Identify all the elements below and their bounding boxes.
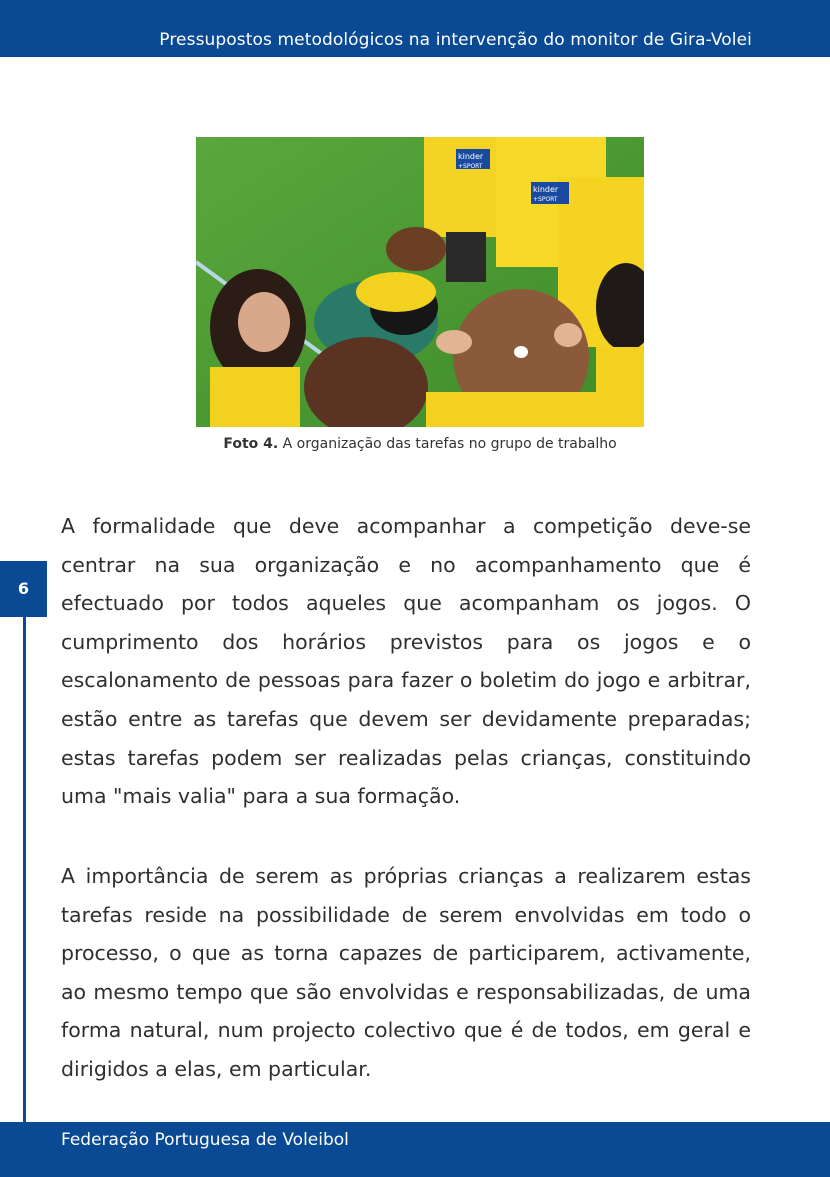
shirt-logo-2 — [531, 182, 569, 204]
side-rule — [23, 617, 26, 1122]
caption-text: A organização das tarefas no grupo de trabalho — [278, 436, 617, 452]
page-number: 6 — [0, 561, 47, 617]
paragraph-1: A formalidade que deve acompanhar a competição deve-se centrar na sua organização e no acompanhamento que é efectuado por todos aqueles que acompanham os jogos. O cumprimento dos horários previstos para os jogos e o escalonamento de pessoas para fazer o boletim do jogo e arbitrar, estão entre as tarefas que devem ser devidamente preparadas; estas tarefas podem ser realizadas pelas crianças, constituindo uma "mais valia" para a sua formação. — [61, 514, 751, 809]
paragraph-2: A importância de serem as próprias crianças a realizarem estas tarefas reside na possibilidade de serem envolvidas em todo o processo, o que as torna capazes de participarem, activamente, ao mesmo tempo que são envolvidas e responsabilizadas, de uma forma natural, num projecto colectivo que é de todos, em geral e dirigidos a elas, em particular. — [61, 864, 751, 1081]
photo-children-group — [196, 137, 644, 427]
photo-illustration — [196, 137, 644, 427]
photo-caption — [196, 436, 644, 452]
page-footer — [0, 1122, 830, 1177]
shirt-logo-1 — [456, 149, 490, 170]
shirt-text-2b: +SPORT — [533, 196, 558, 203]
header-title: Pressupostos metodológicos na intervenção do monitor de Gira-Volei — [159, 30, 752, 50]
shirt-text-1: kinder — [458, 152, 484, 161]
caption-label: Foto 4. — [223, 436, 279, 452]
page-header — [0, 0, 830, 57]
shirt-text-2: +SPORT — [458, 163, 483, 170]
footer-text: Federação Portuguesa de Voleibol — [61, 1130, 349, 1150]
shirt-text-1b: kinder — [533, 185, 559, 194]
